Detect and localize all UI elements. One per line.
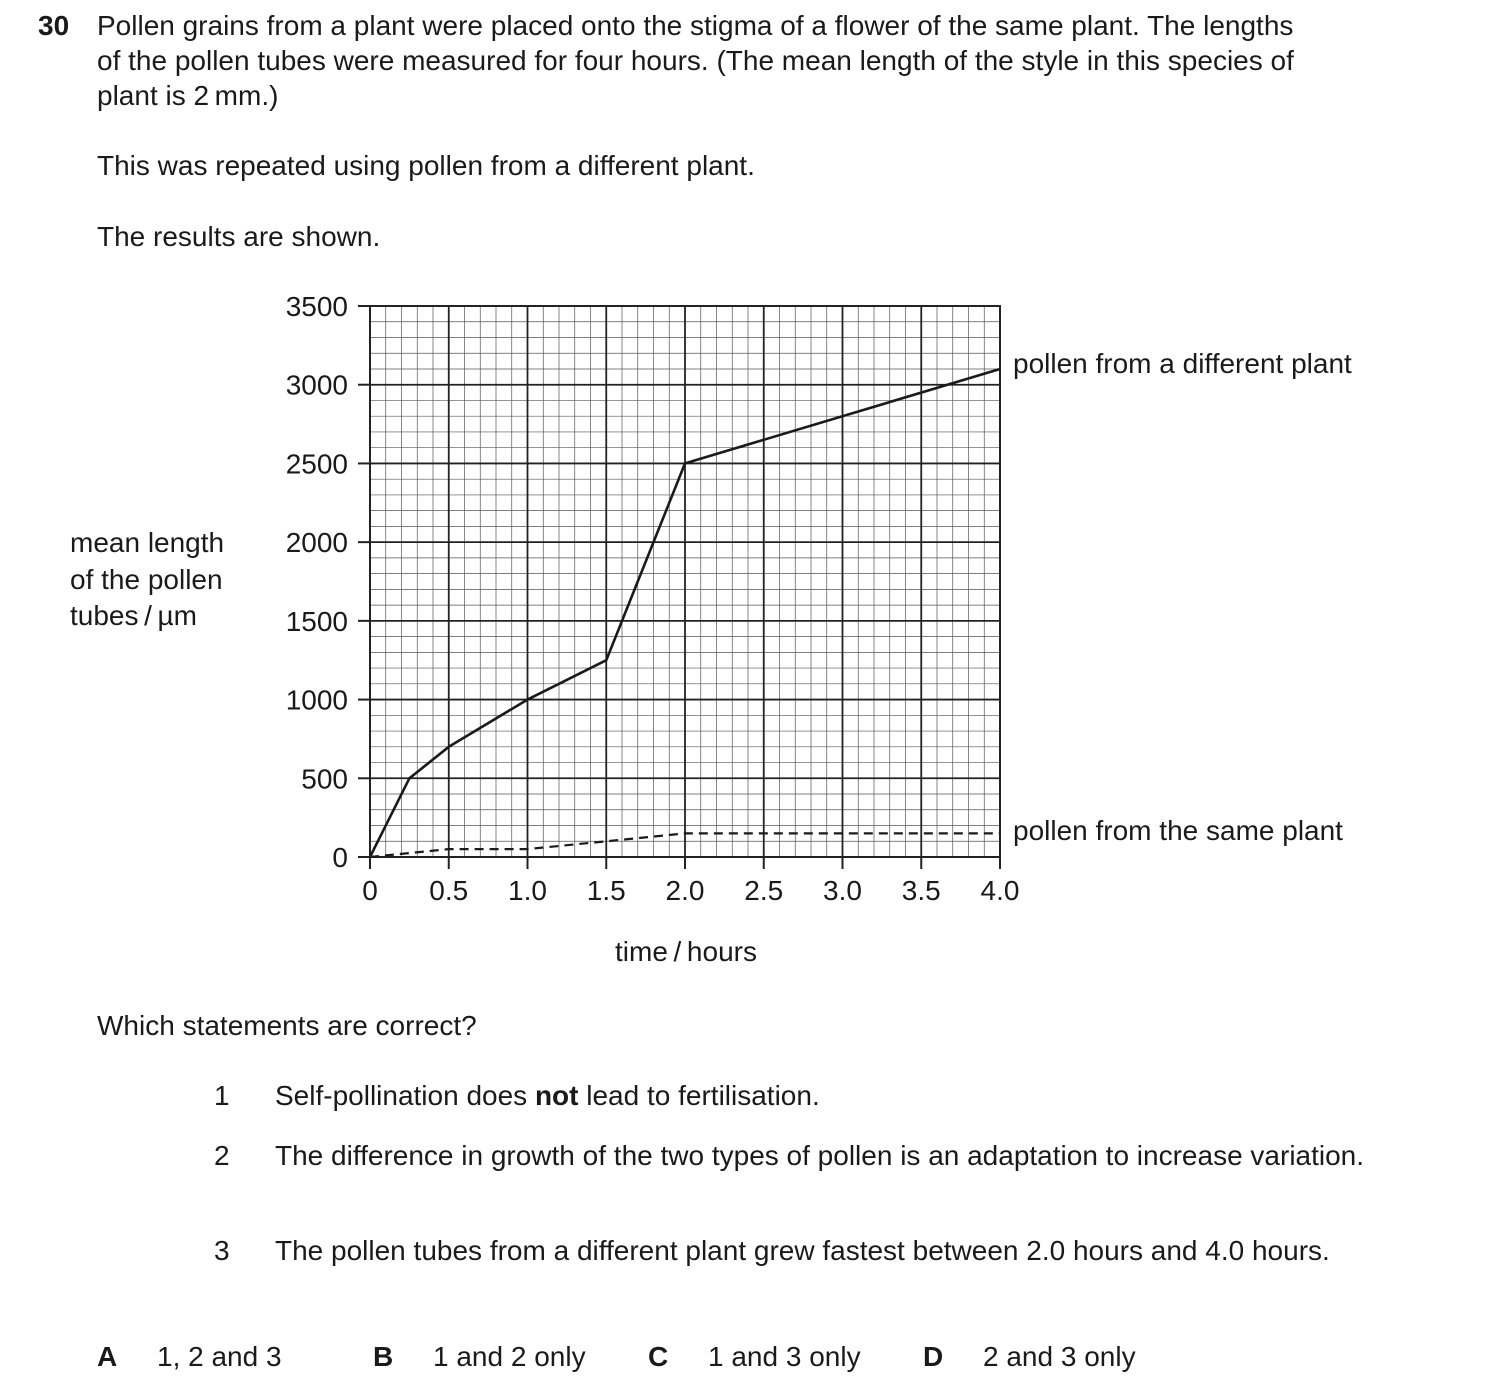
question-number: 30: [38, 10, 70, 41]
y-tick-label: 1500: [285, 605, 348, 637]
option-a-text: 1, 2 and 3: [157, 1341, 282, 1372]
x-tick-label: 1.5: [586, 875, 626, 906]
y-axis-label-line-3: tubes / µm: [70, 600, 197, 631]
series-label-different-plant: pollen from a different plant: [1013, 348, 1352, 379]
repeat-sentence: This was repeated using pollen from a different plant.: [97, 150, 755, 181]
y-axis-label: [70, 527, 224, 631]
statement-1-text-a: Self-pollination does: [275, 1080, 535, 1111]
question-intro: [97, 8, 1417, 113]
x-tick-label: 2.0: [665, 875, 705, 906]
y-axis-label-line-1: mean length: [70, 527, 225, 558]
x-tick-label: 3.0: [823, 875, 862, 906]
option-c-letter: C: [648, 1341, 669, 1372]
statement-2-number: 2: [214, 1140, 230, 1171]
statement-1-number: 1: [214, 1080, 230, 1111]
option-b-text: 1 and 2 only: [433, 1341, 586, 1372]
y-tick-label: 2500: [285, 448, 348, 480]
statement-1: [275, 1078, 1417, 1113]
tick-labels: [286, 291, 1020, 906]
x-tick-label: 2.5: [744, 875, 784, 906]
x-tick-label: 1.0: [508, 875, 547, 906]
option-c-text: 1 and 3 only: [708, 1341, 861, 1372]
statement-2: The difference in growth of the two types of pollen is an adaptation to increase variation.: [275, 1140, 1365, 1171]
y-tick-label: 0: [332, 842, 348, 873]
y-tick-label: 500: [301, 763, 348, 795]
x-tick-label: 0.5: [429, 875, 469, 906]
intro-line-3: plant is 2 mm.): [97, 80, 279, 111]
option-d-letter: D: [923, 1341, 944, 1372]
statement-3: The pollen tubes from a different plant grew fastest between 2.0 hours and 4.0 hours.: [275, 1235, 1330, 1266]
x-tick-label: 0: [362, 875, 378, 906]
option-d-text: 2 and 3 only: [983, 1341, 1136, 1372]
x-axis-label: time / hours: [615, 936, 757, 967]
intro-line-2: of the pollen tubes were measured for four hours. (The mean length of the style in this species of: [97, 45, 1294, 76]
statement-3-number: 3: [214, 1235, 230, 1266]
y-tick-label: 3500: [285, 291, 348, 322]
ticks: [358, 306, 1000, 869]
statement-1-text-b: lead to fertilisation.: [578, 1080, 820, 1111]
series-label-same-plant: pollen from the same plant: [1013, 815, 1343, 846]
option-b-letter: B: [373, 1341, 394, 1372]
statement-1-emphasis: not: [534, 1080, 579, 1111]
prompt: Which statements are correct?: [97, 1010, 477, 1041]
y-axis-label-line-2: of the pollen: [70, 564, 223, 595]
y-tick-label: 1000: [285, 684, 348, 716]
x-tick-label: 4.0: [980, 875, 1020, 906]
results-sentence: The results are shown.: [97, 221, 381, 252]
x-tick-label: 3.5: [901, 875, 941, 906]
y-tick-label: 3000: [285, 369, 348, 401]
y-tick-label: 2000: [285, 527, 348, 559]
pollen-tube-graph: [0, 280, 1500, 980]
option-a-letter: A: [97, 1341, 118, 1372]
intro-line-1: Pollen grains from a plant were placed onto the stigma of a flower of the same plant. The lengths: [97, 10, 1294, 41]
